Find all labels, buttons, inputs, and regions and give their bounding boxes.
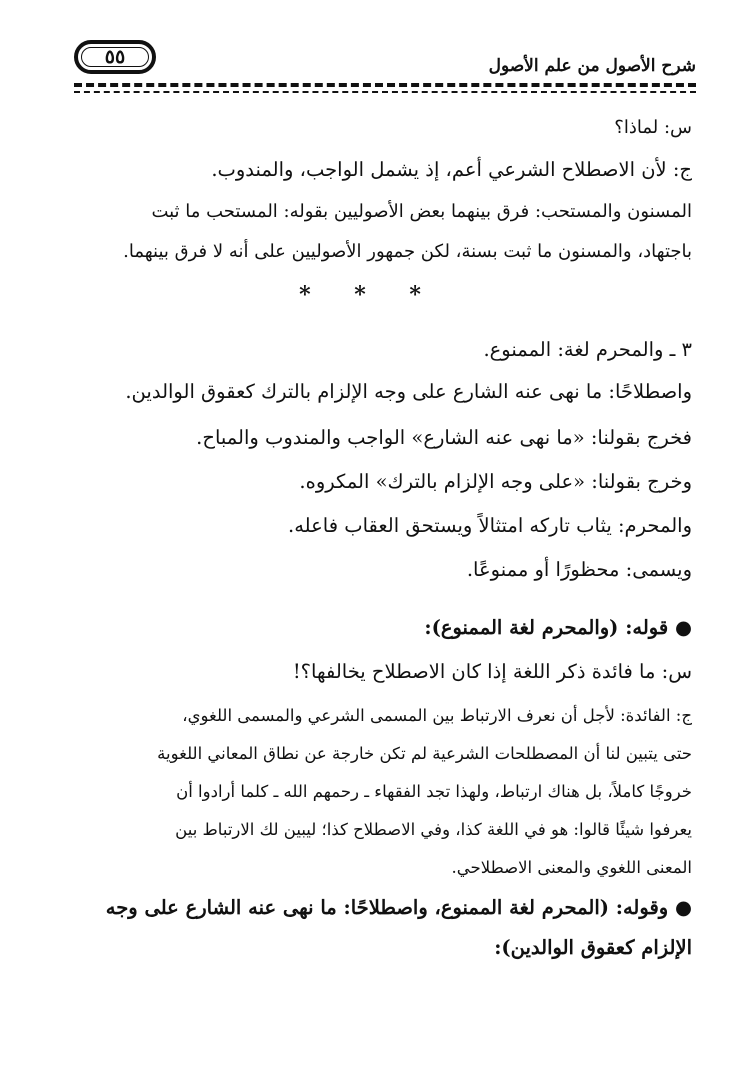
text-line-muharram-lugha: ٣ ـ والمحرم لغة: الممنوع. — [483, 338, 692, 361]
bullet-icon: ● — [674, 896, 692, 919]
header-divider-thin — [74, 91, 696, 93]
text-line-answer-why: ج: لأن الاصطلاح الشرعي أعم، إذ يشمل الواجب، والمندوب. — [211, 158, 692, 181]
text-line-question-why: س: لماذا؟ — [614, 117, 692, 138]
text-line-faida-4: يعرفوا شيئًا قالوا: هو في اللغة كذا، وفي الاصطلاح كذا؛ ليبين لك الارتباط بين — [175, 820, 692, 839]
book-title: شرح الأصول من علم الأصول — [488, 56, 696, 76]
page-number-badge — [74, 40, 156, 74]
text-line-masnun-1: المسنون والمستحب: فرق بينهما بعض الأصوليين بقوله: المستحب ما ثبت — [151, 201, 692, 222]
qawluhu-1-text: قوله: (والمحرم لغة الممنوع): — [424, 616, 669, 639]
text-line-muharram-istilah: واصطلاحًا: ما نهى عنه الشارع على وجه الإلزام بالترك كعقوق الوالدين. — [125, 380, 692, 403]
text-line-faida-3: خروجًا كاملاً، بل هناك ارتباط، ولهذا تجد الفقهاء ـ رحمهم الله ـ كلما أرادوا أن — [176, 782, 692, 801]
text-line-qawluhu-2-cont: الإلزام كعقوق الوالدين): — [494, 936, 692, 959]
text-line-faida-5: المعنى اللغوي والمعنى الاصطلاحي. — [451, 858, 692, 877]
text-line-kharaja-1: فخرج بقولنا: «ما نهى عنه الشارع» الواجب والمندوب والمباح. — [196, 426, 692, 449]
bullet-icon: ● — [674, 616, 692, 639]
qawluhu-2-text: وقوله: (المحرم لغة الممنوع، واصطلاحًا: ما نهى عنه الشارع على وجه — [105, 896, 669, 919]
text-line-qawluhu-2 — [42, 896, 692, 920]
text-line-faida-1: ج: الفائدة: لأجل أن نعرف الارتباط بين المسمى الشرعي والمسمى اللغوي، — [182, 706, 692, 725]
section-separator: * * * — [299, 282, 439, 308]
text-line-qawluhu-1 — [42, 616, 692, 640]
text-line-muharram-hukm: والمحرم: يثاب تاركه امتثالاً ويستحق العقاب فاعله. — [288, 514, 692, 537]
text-line-faida-2: حتى يتبين لنا أن المصطلحات الشرعية لم تكن خارجة عن نطاق المعاني اللغوية — [157, 744, 692, 763]
header-divider-thick — [74, 83, 696, 87]
text-line-question-faida: س: ما فائدة ذكر اللغة إذا كان الاصطلاح يخالفها؟! — [292, 660, 692, 683]
text-line-yusamma: ويسمى: محظورًا أو ممنوعًا. — [466, 558, 692, 581]
text-line-kharaja-2: وخرج بقولنا: «على وجه الإلزام بالترك» المكروه. — [299, 470, 692, 493]
page-number: ٥٥ — [104, 46, 126, 68]
text-line-masnun-2: باجتهاد، والمسنون ما ثبت بسنة، لكن جمهور الأصوليين على أنه لا فرق بينهما. — [123, 241, 692, 262]
